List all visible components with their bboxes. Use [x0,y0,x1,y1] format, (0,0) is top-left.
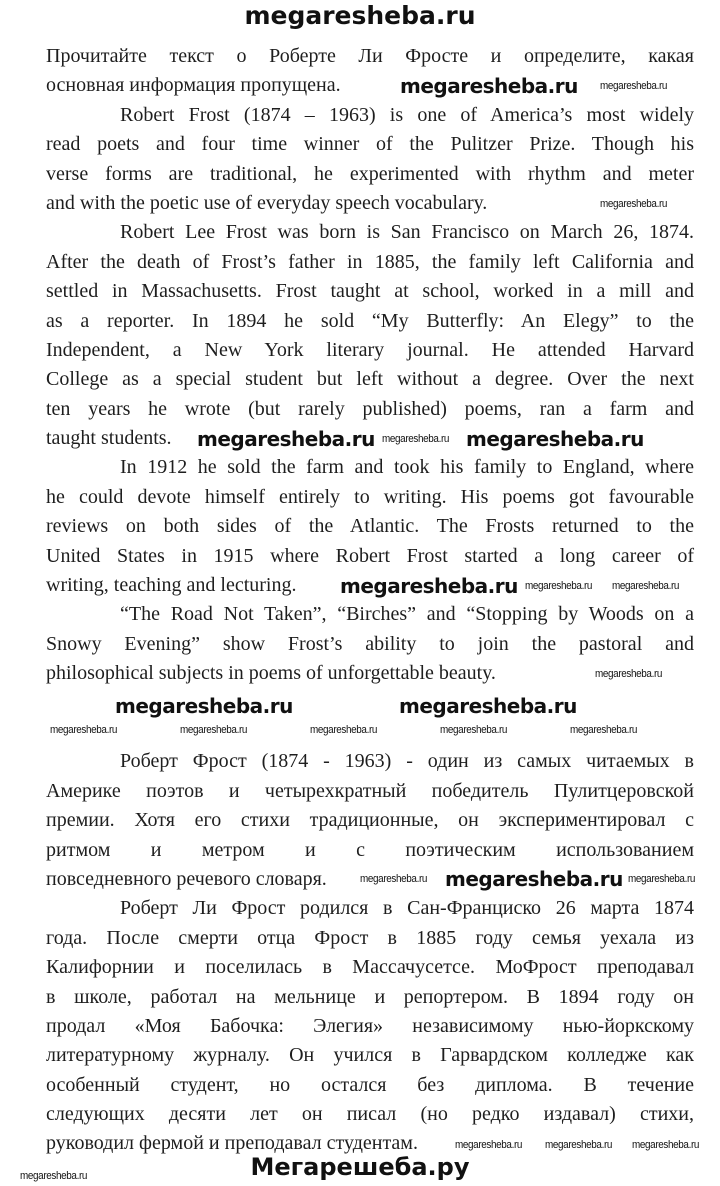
watermark: megaresheba.ru [50,724,118,736]
site-footer: Мегарешеба.ру [250,1153,470,1181]
watermark: megaresheba.ru [632,1139,700,1151]
text-line: Snowy Evening” show Frost’s ability to join the pastoral and [46,632,694,655]
text-line: особенный студент, но остался без диплома. В течение [46,1073,694,1096]
watermark: megaresheba.ru [600,198,668,210]
text-line: ten years he wrote (but rarely published) poems, ran a farm and [46,397,694,420]
text-line: and with the poetic use of everyday speech vocabulary. [46,191,488,214]
text-line: Роберт Ли Фрост родился в Сан-Франциско 26 марта 1874 [120,897,694,920]
watermark: megaresheba.ru [310,724,378,736]
watermark: megaresheba.ru [628,873,696,885]
watermark: megaresheba.ru [360,873,428,885]
text-line: “The Road Not Taken”, “Birches” and “Stopping by Woods on a [120,603,694,626]
text-line: года. После смерти отца Фрост в 1885 году семья уехала из [46,926,694,949]
text-line: verse forms are traditional, he experimented with rhythm and meter [46,162,694,185]
watermark: megaresheba.ru [595,668,663,680]
text-line: After the death of Frost’s father in 1885, the family left California and [46,250,694,273]
text-line: as a reporter. In 1894 he sold “My Butterfly: An Elegy” to the [46,309,694,332]
paragraph [46,894,694,1159]
text-line: руководил фермой и преподавал студентам. [46,1132,418,1155]
text-line: Прочитайте текст о Роберте Ли Фросте и определите, какая [46,45,694,67]
document-body [46,42,694,1159]
watermark: megaresheba.ru [570,724,638,736]
watermark: megaresheba.ru [180,724,248,736]
text-line: основная информация пропущена. [46,74,341,97]
text-line: Independent, a New York literary journal. He attended Harvard [46,338,694,361]
text-line: he could devote himself entirely to writing. His poems got favourable [46,485,694,508]
watermark: megaresheba.ru [455,1139,523,1151]
watermark: megaresheba.ru [197,427,375,451]
paragraph [46,218,694,453]
watermark: megaresheba.ru [612,580,680,592]
text-line: в школе, работал на мельнице и репортером. В 1894 году он [46,985,694,1008]
paragraph [46,101,694,219]
text-line: writing, teaching and lecturing. [46,574,297,597]
text-line: read poets and four time winner of the Pulitzer Prize. Though his [46,133,694,156]
text-line: продал «Моя Бабочка: Элегия» независимому нью-йоркскому [46,1014,694,1037]
watermark: megaresheba.ru [20,1170,88,1182]
text-line: следующих десяти лет он писал (но редко издавал) стихи, [46,1103,694,1126]
paragraph [46,42,694,101]
text-line: In 1912 he sold the farm and took his family to England, where [120,456,694,479]
text-line: ритмом и метром и с поэтическим использованием [46,838,694,861]
watermark: megaresheba.ru [340,574,518,598]
watermark: megaresheba.ru [545,1139,613,1151]
text-line: College as a special student but left without a degree. Over the next [46,368,694,391]
text-line: литературному журналу. Он учился в Гарвардском колледже как [46,1044,694,1067]
watermark: megaresheba.ru [400,74,578,98]
watermark: megaresheba.ru [525,580,593,592]
site-header: megaresheba.ru [244,1,476,30]
text-line: Калифорнии и поселилась в Массачусетсе. МоФрост преподавал [46,956,694,979]
text-line: reviews on both sides of the Atlantic. The Frosts returned to the [46,515,694,538]
watermark: megaresheba.ru [466,427,644,451]
text-line: settled in Massachusetts. Frost taught at school, worked in a mill and [46,280,694,303]
watermark: megaresheba.ru [115,694,293,718]
watermark: megaresheba.ru [600,80,668,92]
text-line: philosophical subjects in poems of unforgettable beauty. [46,662,496,685]
watermark: megaresheba.ru [382,433,450,445]
watermark: megaresheba.ru [399,694,577,718]
watermark: megaresheba.ru [440,724,508,736]
text-line: United States in 1915 where Robert Frost started a long career of [46,544,694,567]
text-line: Роберт Фрост (1874 - 1963) - один из самых читаемых в [120,750,694,773]
text-line: премии. Хотя его стихи традиционные, он экспериментировал с [46,809,694,832]
text-line: Америке поэтов и четырехкратный победитель Пулитцеровской [46,779,694,802]
text-line: Robert Frost (1874 – 1963) is one of America’s most widely [120,103,694,126]
watermark: megaresheba.ru [445,867,623,891]
text-line: Robert Lee Frost was born is San Francisco on March 26, 1874. [120,221,694,244]
text-line: повседневного речевого словаря. [46,867,327,890]
text-line: taught students. [46,427,172,450]
